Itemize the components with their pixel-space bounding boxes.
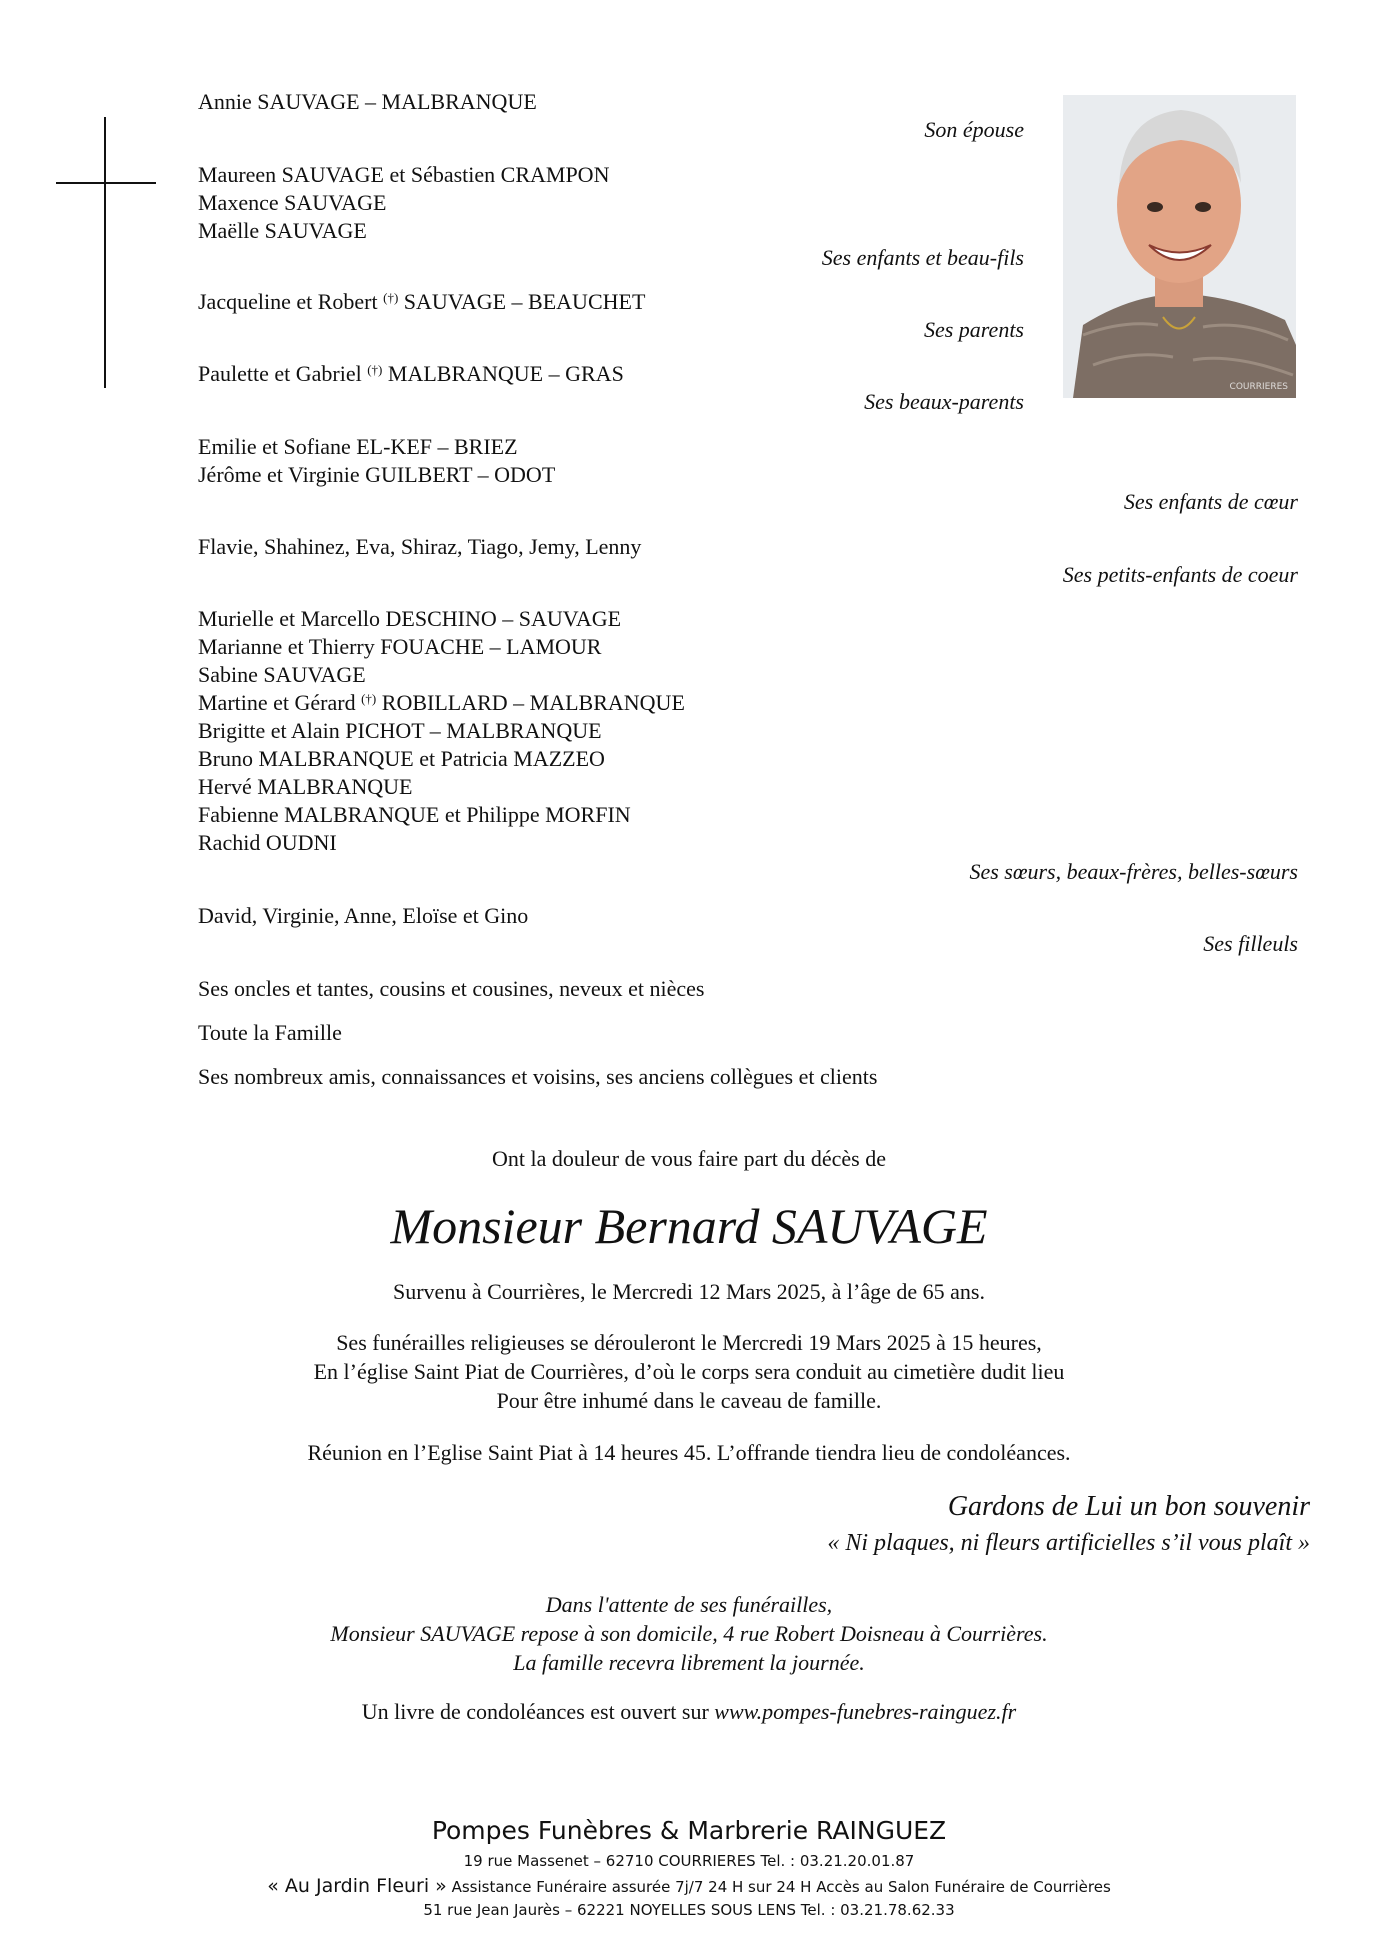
sibling-name: Martine et Gérard (†) ROBILLARD – MALBRANQUE <box>198 690 685 715</box>
rest-line: Monsieur SAUVAGE repose à son domicile, 4 rue Robert Doisneau à Courrières. <box>330 1621 1048 1646</box>
notice-intro: Ont la douleur de vous faire part du décès de <box>491 1146 887 1171</box>
death-details: Survenu à Courrières, le Mercredi 12 Mars 2025, à l’âge de 65 ans. <box>393 1279 985 1304</box>
deceased-name: Monsieur Bernard SAUVAGE <box>390 1198 988 1254</box>
sibling-name: Marianne et Thierry FOUACHE – LAMOUR <box>198 634 602 659</box>
sibling-name: Bruno MALBRANQUE et Patricia MAZZEO <box>198 746 605 771</box>
parents-names: Jacqueline et Robert (†) SAUVAGE – BEAUCHET <box>198 289 646 314</box>
inlaws-names: Paulette et Gabriel (†) MALBRANQUE – GRAS <box>198 361 624 386</box>
sibling-name: Brigitte et Alain PICHOT – MALBRANQUE <box>198 718 602 743</box>
godchildren-label: Ses filleuls <box>1203 931 1298 956</box>
no-flowers-request: « Ni plaques, ni fleurs artificielles s’il vous plaît » <box>827 1530 1310 1556</box>
company-name: Pompes Funèbres & Marbrerie RAINGUEZ <box>431 1816 947 1845</box>
rest-line: Dans l'attente de ses funérailles, <box>545 1592 833 1617</box>
cross-icon <box>104 117 106 388</box>
heart-child-name: Emilie et Sofiane EL-KEF – BRIEZ <box>198 434 518 459</box>
meeting-details: Réunion en l’Eglise Saint Piat à 14 heures 45. L’offrande tiendra lieu de condoléances. <box>307 1440 1071 1465</box>
funeral-line: En l’église Saint Piat de Courrières, d’où le corps sera conduit au cimetière dudit lieu <box>313 1359 1065 1384</box>
child-name: Maureen SAUVAGE et Sébastien CRAMPON <box>198 162 610 187</box>
company-address: 19 rue Massenet – 62710 COURRIERES Tel. : 03.21.20.01.87 <box>463 1852 915 1870</box>
inlaws-label: Ses beaux-parents <box>864 389 1024 414</box>
cross-icon-bar <box>56 182 156 184</box>
funeral-line: Pour être inhumé dans le caveau de famille. <box>496 1388 882 1413</box>
sibling-name: Murielle et Marcello DESCHINO – SAUVAGE <box>198 606 622 631</box>
grandchildren-label: Ses petits-enfants de coeur <box>1062 562 1298 587</box>
secondary-address: 51 rue Jean Jaurès – 62221 NOYELLES SOUS LENS Tel. : 03.21.78.62.33 <box>423 1901 955 1919</box>
spouse-name: Annie SAUVAGE – MALBRANQUE <box>198 89 537 114</box>
deceased-mark: (†) <box>383 290 399 305</box>
whole-family: Toute la Famille <box>198 1020 342 1045</box>
child-name: Maxence SAUVAGE <box>198 190 387 215</box>
heart-children-label: Ses enfants de cœur <box>1123 489 1298 514</box>
spouse-label: Son épouse <box>924 117 1024 142</box>
grandchildren-names: Flavie, Shahinez, Eva, Shiraz, Tiago, Jemy, Lenny <box>198 534 642 559</box>
sibling-name: Sabine SAUVAGE <box>198 662 366 687</box>
parents-label: Ses parents <box>923 317 1024 342</box>
sibling-name: Rachid OUDNI <box>198 830 337 855</box>
garden-info: « Au Jardin Fleuri » Assistance Funéraire assurée 7j/7 24 H sur 24 H Accès au Salon Funéraire de Courrières <box>267 1875 1111 1897</box>
portrait-photo <box>1063 95 1296 398</box>
deceased-mark: (†) <box>367 362 383 377</box>
rest-line: La famille recevra librement la journée. <box>513 1650 865 1675</box>
extended-family: Ses oncles et tantes, cousins et cousines, neveux et nièces <box>198 976 705 1001</box>
funeral-line: Ses funérailles religieuses se dérouleront le Mercredi 19 Mars 2025 à 15 heures, <box>336 1330 1042 1355</box>
friends-line: Ses nombreux amis, connaissances et voisins, ses anciens collègues et clients <box>198 1064 878 1089</box>
photo-watermark: COURRIERES <box>1229 382 1288 392</box>
condolence-url[interactable]: www.pompes-funebres-rainguez.fr <box>714 1699 1017 1724</box>
condolence-book: Un livre de condoléances est ouvert sur www.pompes-funebres-rainguez.fr <box>361 1699 1017 1724</box>
deceased-mark: (†) <box>361 691 377 706</box>
heart-child-name: Jérôme et Virginie GUILBERT – ODOT <box>198 462 556 487</box>
siblings-label: Ses sœurs, beaux-frères, belles-sœurs <box>969 859 1298 884</box>
child-name: Maëlle SAUVAGE <box>198 218 367 243</box>
sibling-name: Hervé MALBRANQUE <box>198 774 413 799</box>
remember-quote: Gardons de Lui un bon souvenir <box>947 1491 1310 1522</box>
godchildren-names: David, Virginie, Anne, Eloïse et Gino <box>198 903 529 928</box>
children-label: Ses enfants et beau-fils <box>821 245 1024 270</box>
sibling-name: Fabienne MALBRANQUE et Philippe MORFIN <box>198 802 631 827</box>
